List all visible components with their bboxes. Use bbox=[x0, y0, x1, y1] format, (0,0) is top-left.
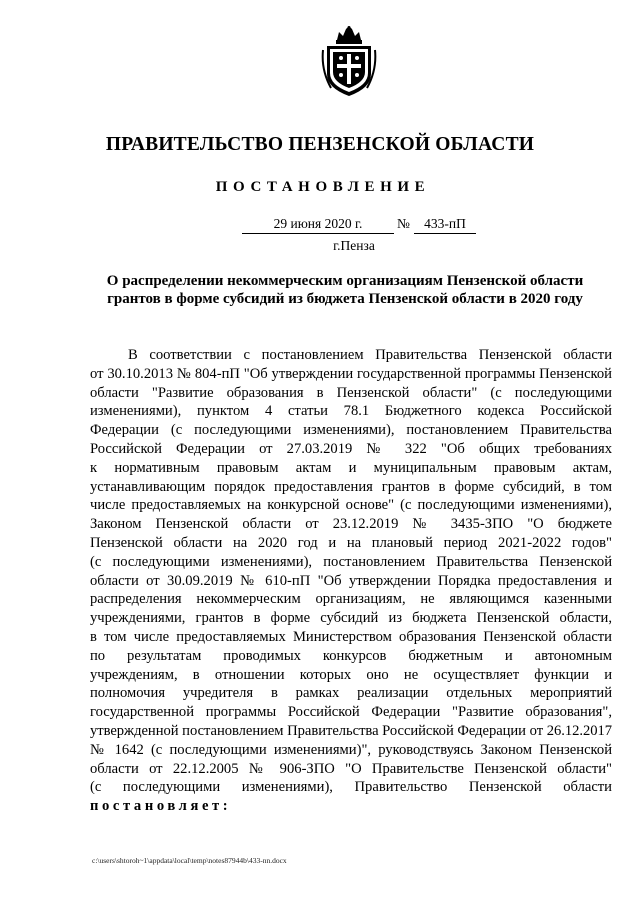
body-line: числе предоставляемых на конкурсной основе" (с последующими изменениями), bbox=[90, 497, 612, 514]
body-line: области от 30.09.2019 № 610-пП "Об утверждении Порядка предоставления и bbox=[90, 572, 612, 589]
body-line: В соответствии с постановлением Правительства Пензенской области bbox=[128, 347, 612, 363]
body-line: № 1642 (с последующими изменениями)", руководствуясь Законом Пензенской bbox=[90, 741, 612, 758]
city: г.Пенза bbox=[333, 238, 375, 253]
body-line: учреждениями, грантов в форме субсидий из бюджета Пензенской области, bbox=[90, 610, 612, 627]
document-date: 29 июня 2020 г. bbox=[242, 216, 394, 234]
body-line: по результатам проводимых конкурсов бюджетным и автономным bbox=[90, 647, 612, 664]
body-line: к нормативным правовым актам и муниципальным правовым актам, bbox=[90, 459, 612, 476]
body-line: (с последующими изменениями), Правительство Пензенской области bbox=[90, 779, 612, 796]
body-line: Законом Пензенской области от 23.12.2019 № 3435-ЗПО "О бюджете bbox=[90, 516, 612, 533]
body-line: области "Развитие образования в Пензенской области" (с последующими bbox=[90, 384, 612, 401]
body-line: утвержденной постановлением Правительства Российской Федерации от 26.12.2017 bbox=[90, 722, 612, 739]
subject-line: О распределении некоммерческим организациям Пензенской области bbox=[106, 273, 584, 289]
body-line: государственной программы Российской Федерации "Развитие образования", bbox=[90, 704, 612, 721]
document-type: ПОСТАНОВЛЕНИЕ bbox=[215, 179, 431, 195]
body-line: (с последующими изменениями), постановлением Правительства Пензенской bbox=[90, 553, 612, 570]
body-line: в том числе предоставляемых Министерством образования Пензенской области bbox=[90, 628, 612, 645]
document-body bbox=[90, 346, 612, 816]
body-line: Российской Федерации от 27.03.2019 № 322 "Об общих требованиях bbox=[90, 440, 612, 457]
body-line: учреждениям, в отношении которых оно не осуществляет функции и bbox=[90, 666, 612, 683]
body-line: изменениями), пунктом 4 статьи 78.1 Бюджетного кодекса Российской bbox=[90, 403, 612, 420]
penza-coat-of-arms-icon bbox=[321, 26, 377, 98]
document-number: 433-пП bbox=[414, 216, 476, 234]
body-line: распределения некоммерческим организациям, не являющимся казенными bbox=[90, 591, 612, 608]
body-line: устанавливающим порядок предоставления грантов в форме субсидий, в том bbox=[90, 478, 612, 495]
subject-line: грантов в форме субсидий из бюджета Пензенской области в 2020 году bbox=[107, 291, 583, 307]
body-line: Федерации (с последующими изменениями), постановлением Правительства bbox=[90, 422, 612, 439]
resolves-word: постановляет: bbox=[90, 798, 232, 815]
body-line: Пензенской области на 2020 год и на плановый период 2021-2022 годов" bbox=[90, 534, 612, 551]
government-title: ПРАВИТЕЛЬСТВО ПЕНЗЕНСКОЙ ОБЛАСТИ bbox=[105, 134, 535, 155]
file-path-footer: c:\users\shtoroh~1\appdata\local\temp\notes87944b\433-nn.docx bbox=[92, 856, 287, 865]
number-sign: № bbox=[397, 216, 410, 231]
body-line: от 30.10.2013 № 804-пП "Об утверждении государственной программы Пензенской bbox=[90, 365, 612, 382]
document-subject bbox=[100, 272, 590, 308]
body-line: полномочия учредителя в рамках реализации отдельных мероприятий bbox=[90, 685, 612, 702]
body-line: области от 22.12.2005 № 906-ЗПО "О Правительстве Пензенской области" bbox=[90, 760, 612, 777]
